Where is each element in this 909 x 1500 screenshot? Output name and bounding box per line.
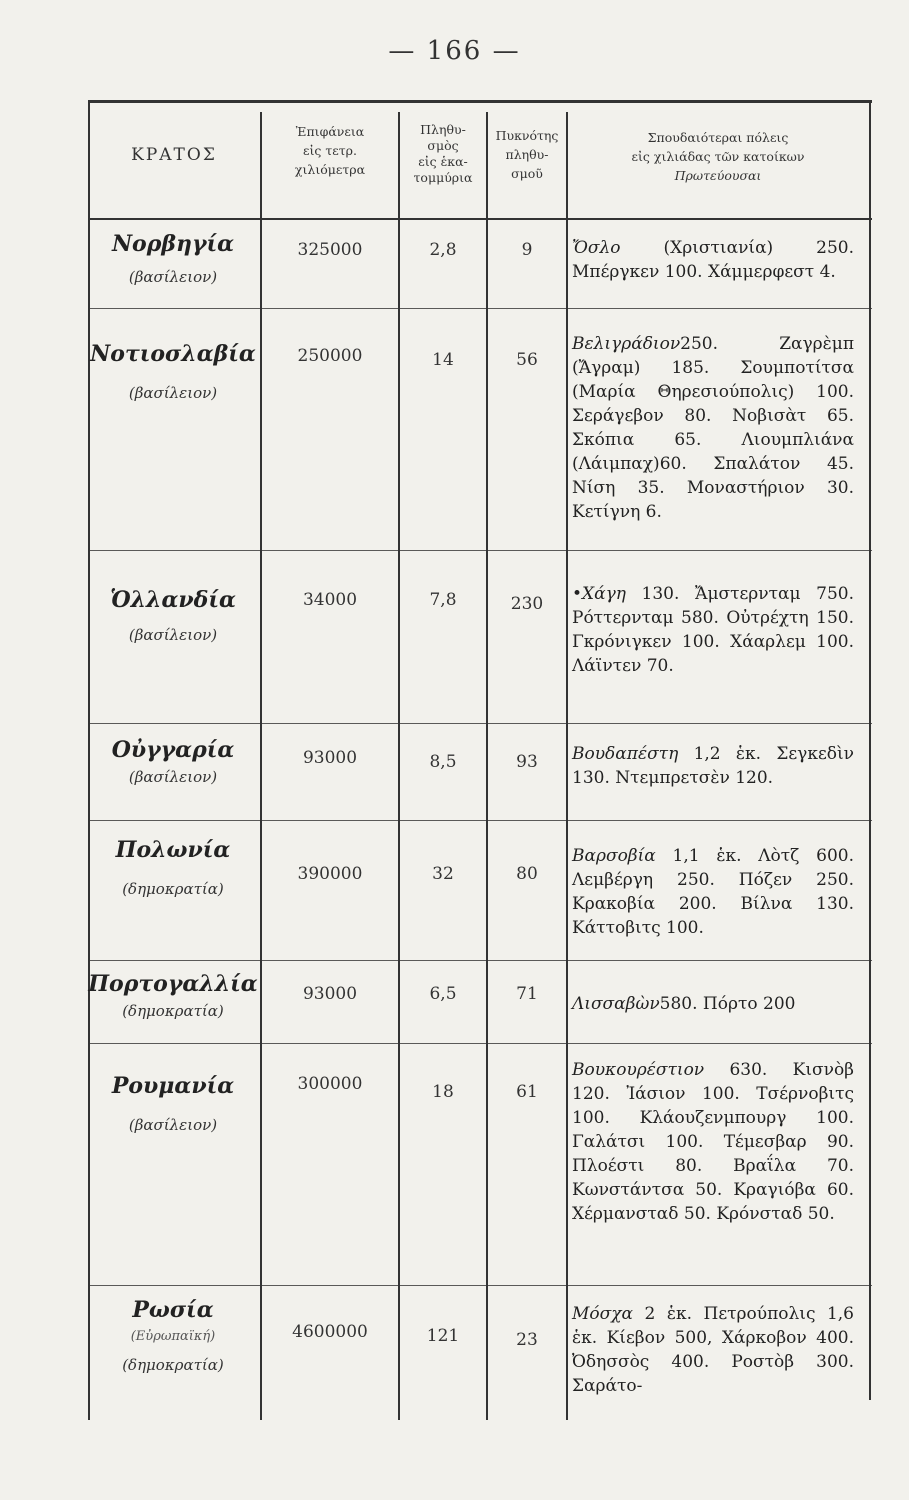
government-type: (δημοκρατία) xyxy=(122,1002,224,1020)
row-rule-5 xyxy=(88,960,872,961)
density-value: 23 xyxy=(516,1330,538,1350)
population-value: 14 xyxy=(432,350,454,370)
country-name: Πολωνία xyxy=(115,837,231,863)
density-value: 93 xyxy=(516,752,538,772)
page-number: — 166 — xyxy=(388,36,521,66)
population-value: 6,5 xyxy=(429,984,457,1004)
country-name: Ὁλλανδία xyxy=(110,587,236,613)
statistics-table xyxy=(88,100,872,1500)
cities-list: Βαρσοβία 1,1 ἑκ. Λὸτζ 600. Λεμβέργη 250. Πόζεν 250. Κρακοβία 200. Βίλνα 130. Κάττοβιτς 100. xyxy=(572,846,854,938)
cities-list: Λισσαβὼν580. Πόρτο 200 xyxy=(572,994,796,1014)
header-population: Πληθυ- σμὸς εἰς ἑκα- τομμύρια xyxy=(413,122,473,185)
area-value: 300000 xyxy=(297,1074,363,1094)
government-type: (βασίλειον) xyxy=(128,1116,218,1134)
area-value: 93000 xyxy=(302,984,358,1004)
population-value: 8,5 xyxy=(429,752,457,772)
row-rule-4 xyxy=(88,820,872,821)
header-bottom-rule xyxy=(88,218,872,220)
table-row xyxy=(88,1296,258,1376)
area-value: 4600000 xyxy=(292,1322,368,1342)
header-cities: Σπουδαιότεραι πόλεις εἰς χιλιάδας τῶν κατοίκων Πρωτεύουσαι xyxy=(631,130,805,183)
row-rule-2 xyxy=(88,550,872,551)
cities-list: Ὄσλο (Χριστιανία) 250. Μπέργκεν 100. Χάμμερφεστ 4. xyxy=(572,238,854,282)
table-row xyxy=(88,970,258,1022)
row-rule-3 xyxy=(88,723,872,724)
density-value: 56 xyxy=(516,350,538,370)
population-value: 121 xyxy=(426,1326,460,1346)
country-name: Νορβηγία xyxy=(111,231,235,257)
table-row xyxy=(88,736,258,788)
cities-list: Βουδαπέστη 1,2 ἑκ. Σεγκεδὶν 130. Ντεμπρετσὲν 120. xyxy=(572,744,854,788)
cities-list: •Χάγη 130. Ἄμστερνταμ 750. Ρόττερνταμ 580. Οὐτρέχτη 150. Γκρόνιγκεν 100. Χάαρλεμ 100. Λάϊντεν 70. xyxy=(572,584,854,676)
cities-list: Βελιγράδιον250. Ζαγρὲμπ (Ἄγραμ) 185. Σουμποτίτσα (Μαρία Θηρεσιούπολις) 100. Σεράγεβον 80. Νοβισὰτ 65. Σκόπια 65. Λιουμπλιάνα (Λάιμπαχ)60. Σπαλάτον 45. Νίση 35. Μοναστήριον 30. Κετίγνη 6. xyxy=(572,334,854,522)
table-row xyxy=(88,836,258,900)
row-rule-6 xyxy=(88,1043,872,1044)
table-row xyxy=(88,586,258,646)
country-name: Πορτογαλλία xyxy=(88,971,258,997)
country-name: Νοτιοσλαβία xyxy=(90,341,256,367)
population-value: 7,8 xyxy=(429,590,457,610)
density-value: 80 xyxy=(516,864,538,884)
country-name: Ρουμανία xyxy=(111,1073,235,1099)
area-value: 93000 xyxy=(302,748,358,768)
header-area: Ἐπιφάνεια εἰς τετρ. χιλιόμετρα xyxy=(294,124,366,177)
government-type: (βασίλειον) xyxy=(128,768,218,786)
density-value: 61 xyxy=(516,1082,538,1102)
row-rule-7 xyxy=(88,1285,872,1286)
row-rule-1 xyxy=(88,308,872,309)
area-value: 250000 xyxy=(297,346,363,366)
area-value: 390000 xyxy=(297,864,363,884)
government-type: (βασίλειον) xyxy=(128,384,218,402)
area-value: 325000 xyxy=(297,240,363,260)
table-row xyxy=(88,230,258,288)
cities-list: Βουκουρέστιον 630. Κισνὸβ 120. Ἰάσιον 100. Τσέρνοβιτς 100. Κλάουζενμπουργ 100. Γαλάτσι 100. Τέμεσβαρ 90. Πλοέστι 80. Βραΐλα 70. Κωνστάντσα 50. Κραγιόβα 60. Χέρμανσταδ 50. Κρόνσταδ 50. xyxy=(572,1060,855,1224)
population-value: 2,8 xyxy=(429,240,457,260)
government-type: (δημοκρατία) xyxy=(122,880,224,898)
table-top-rule xyxy=(88,100,872,103)
population-value: 18 xyxy=(432,1082,454,1102)
population-value: 32 xyxy=(432,864,454,884)
government-type: (δημοκρατία) xyxy=(122,1356,224,1374)
density-value: 230 xyxy=(510,594,544,614)
header-state: ΚΡΑΤΟΣ xyxy=(131,145,217,165)
table-row xyxy=(88,1072,258,1136)
density-value: 71 xyxy=(516,984,538,1004)
cities-list: Μόσχα 2 ἑκ. Πετρούπολις 1,6 ἑκ. Κίεβον 500, Χάρκοβον 400. Ὀδησσὸς 400. Ροστὸβ 300. Σαράτο- xyxy=(572,1304,854,1396)
table-row xyxy=(88,340,258,404)
density-value: 9 xyxy=(521,240,533,260)
government-type: (βασίλειον) xyxy=(128,626,218,644)
government-type: (βασίλειον) xyxy=(128,268,218,286)
area-value: 34000 xyxy=(302,590,358,610)
country-name: Ρωσία xyxy=(132,1297,214,1323)
table-right-rule xyxy=(869,100,871,1400)
government-region: (Εὐρωπαϊκή) xyxy=(130,1329,216,1344)
header-density: Πυκνότης πληθυ- σμοῦ xyxy=(495,128,559,181)
country-name: Οὐγγαρία xyxy=(111,737,235,763)
